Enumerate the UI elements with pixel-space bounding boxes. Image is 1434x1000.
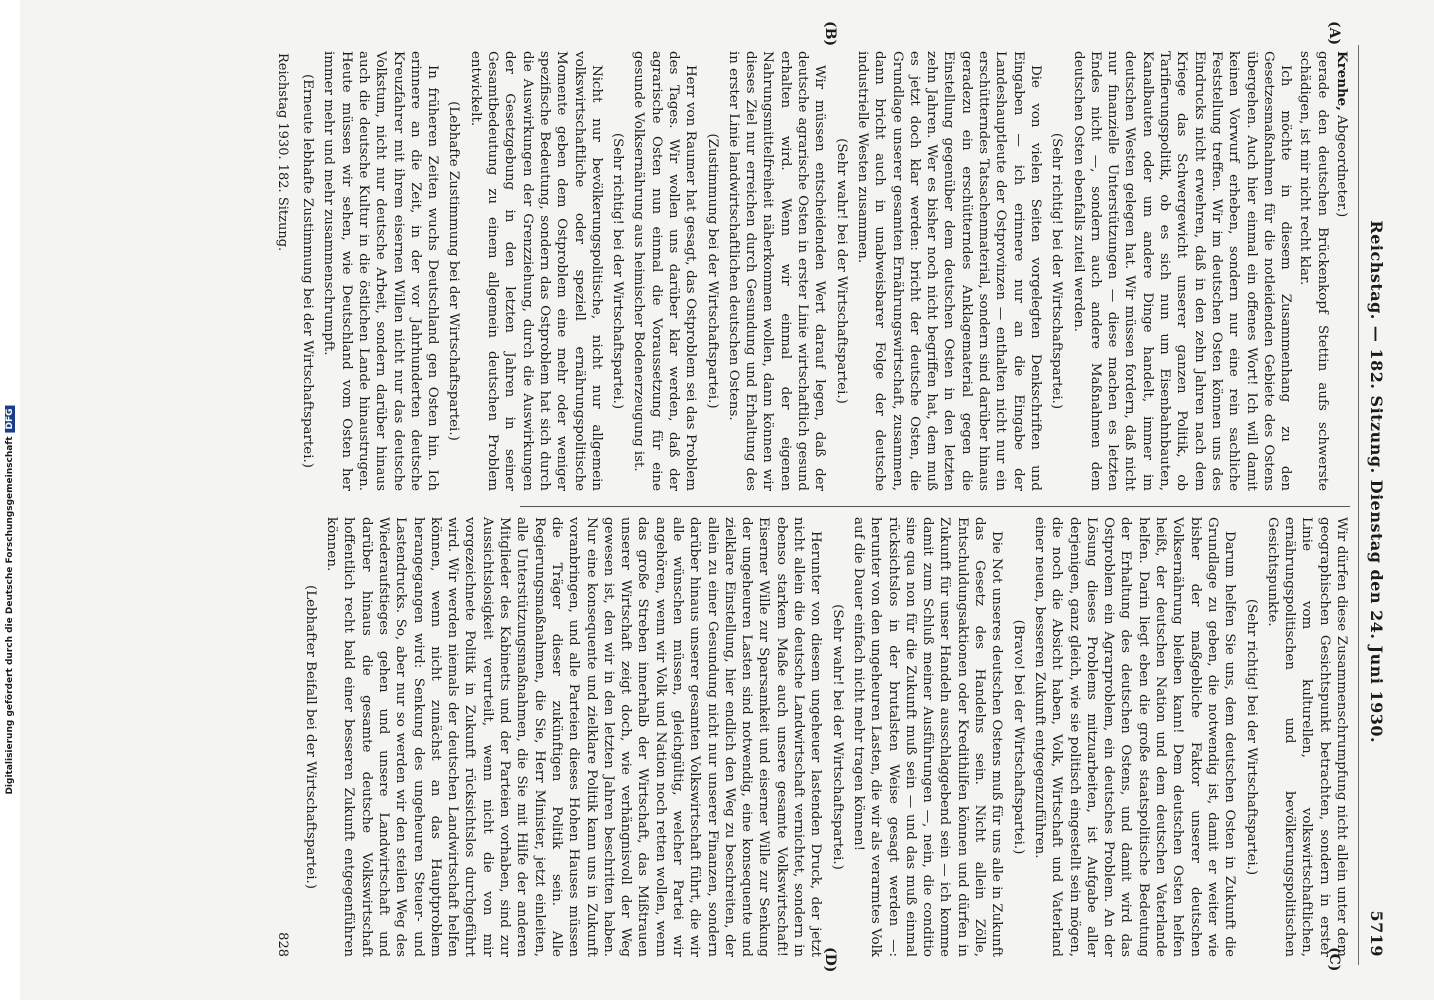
interjection: (Zustimmung bei der Wirtschaftspartei.) <box>704 133 720 409</box>
left-column <box>295 51 1350 491</box>
paragraph: Die Not unseres deutschen Ostens muß für uns alle in Zukunft das Gesetz des Handelns sein. Nicht allein Zölle, Entschuldungsaktionen oder Kredithilfen können und dürfen in Zukunft für unser Handeln ausschlaggebend sein — ich komme damit zum Schluß meiner Ausführungen —, nein, die conditio sine qua non für die Zukunft muß sein — und das muß einmal rücksichtslos in der brutalsten Weise gesagt werden —: herunter von den ungeheuren Lasten, die wir als verarmtes Volk auf die Dauer einfach nicht mehr tragen können! <box>850 517 1005 957</box>
document-page <box>85 21 1386 973</box>
page-number: 5719 <box>1367 910 1386 957</box>
interjection: (Sehr wahr! bei der Wirtschaftspartei.) <box>833 138 849 404</box>
interjection: (Sehr wahr! bei der Wirtschaftspartei.) <box>829 604 845 870</box>
paragraph: Darum helfen Sie uns, dem deutschen Osten in Zukunft die Grundlage zu geben, die notwendig ist, damit er weiter wie bisher der maßgebliche Faktor unserer deutschen Volksernährung bleiben kann! Dem deutschen Osten helfen heißt, der deutschen Nation und dem deutschen Vaterlande helfen. Darin liegt eben die große staatspolitische Bedeutung der Erhaltung des deutschen Ostens, und damit wird das Ostproblem ein Agrarproblem, ein deutsches Problem. An der Lösung dieses Problems mitzuarbeiten, ist Aufgabe aller derjenigen, ganz gleich, wie sie politisch eingestellt sein mögen, die noch die Absicht haben, Volk, Wirtschaft und Vaterland einer neuen, besseren Zukunft entgegenzuführen. <box>1031 517 1238 957</box>
interjection: (Lebhafter Beifall bei der Wirtschaftspartei.) <box>302 585 318 889</box>
paragraph: In früheren Zeiten wuchs Deutschland gen Osten hin. Ich erinnere an die Zeit, in der vor Jahrhunderten deutsche Kreuzfahrer mit ihrem eisernen Willen nicht nur das deutsche Volkstum, nicht nur deutsche Arbeit, sondern darüber hinaus auch die deutsche Kultur in die östlichen Lande hinaustrugen. Heute müssen wir sehen, wie Deutschland vom Osten her immer mehr und mehr zusammenschrumpft. <box>321 51 441 491</box>
interjection: (Lebhafte Zustimmung bei der Wirtschaftspartei.) <box>446 101 462 441</box>
digitization-credit-strip <box>0 0 20 1000</box>
page-header <box>1358 45 1385 965</box>
interjection: (Sehr richtig! bei der Wirtschaftspartei.) <box>610 132 626 410</box>
paragraph: Die von vielen Seiten vorgelegten Denkschriften und Eingaben — ich erinnere nur an die Eingabe der Landeshauptleute der Ostprovinzen — enthalten nicht nur ein erschütterndes Tatsachenmaterial, sondern sind darüber hinaus geradezu ein erschütterndes Anklagematerial gegen die Einstellung gegenüber dem deutschen Osten in den letzten zehn Jahren. Wer es bisher noch nicht begriffen hat, dem muß es jetzt doch klar werden: bricht der deutsche Osten, die Grundlage unserer gesamten Ernährungswirtschaft, zusammen, dann bricht auch in unabweisbarer Folge der deutsche industrielle Westen zusammen. <box>854 51 1043 491</box>
speaker-role: Abgeordneter.) <box>1334 115 1349 218</box>
dfg-logo: DFG <box>5 405 15 432</box>
scanned-page-sheet <box>65 21 1405 973</box>
paragraph: Nicht nur bevölkerungspolitische, nicht nur allgemein volkswirtschaftliche oder speziell ernährungspolitische Momente geben dem Ostproblem eine mehr oder weniger spezifische Bedeutung, sondern das Ostproblem hat sich durch die Auswirkungen der Grenzziehung, durch die Auswirkungen der Gesetzgebung in den letzten Jahren in seiner Gesamtbedeutung zu einem allgemein deutschen Problem entwickelt. <box>467 51 604 491</box>
interjection: (Erneute lebhafte Zustimmung bei der Wirtschaftspartei.) <box>300 74 316 468</box>
page-footer <box>273 45 294 965</box>
right-column <box>295 517 1350 957</box>
text-columns <box>295 21 1358 973</box>
interjection: (Sehr richtig! bei der Wirtschaftspartei.) <box>1049 132 1065 410</box>
speaker-line <box>1333 51 1350 491</box>
margin-marker-a: (A) <box>1326 21 1342 46</box>
footer-session: Reichstag 1930. 182. Sitzung. <box>274 53 290 252</box>
paragraph: Wir müssen entscheidenden Wert darauf legen, daß der deutsche agrarische Osten in erster Linie wirtschaftlich gesund erhalten wird. Wenn wir einmal der eigenen Nahrungsmittelfreiheit näherkommen wollen, dann können wir dieses Ziel nur erreichen durch Gesundung und Erhaltung des in erster Linie landwirtschaftlichen deutschen Ostens. <box>725 51 828 491</box>
paragraph: Ich möchte in diesem Zusammenhang zu den Gesetzesmaßnahmen für die notleidenden Gebiete des Ostens übergehen. Auch hier einmal ein offenes Wort! Ich will damit keinen Vorwurf erheben, sondern nur eine rein sachliche Feststellung treffen. Wir im deutschen Osten können uns des Eindrucks nicht erwehren, daß in den zehn Jahren nach dem Kriege das Schwergewicht unserer ganzen Politik, ob Tarifierungspolitik, ob es sich nun um Eisenbahnbauten, Kanalbauten oder um andere Dinge handelt, immer im deutschen Westen gelegen hat. Wir müssen fordern, daß nicht nur finanzielle Unterstützungen — diese machen es letzten Endes nicht —, sondern auch andere Maßnahmen dem deutschen Osten ebenfalls zuteil werden. <box>1070 51 1294 491</box>
margin-marker-c: (C) <box>1326 947 1342 972</box>
margin-marker-b: (B) <box>822 21 838 47</box>
margin-marker-d: (D) <box>822 947 838 973</box>
interjection: (Sehr richtig! bei der Wirtschaftspartei.) <box>1243 598 1259 876</box>
speaker-name: Krenhe, <box>1334 51 1350 111</box>
digitization-credit <box>5 405 15 794</box>
paragraph: gerade den deutschen Brückenkopf Stettin aufs schwerste schädigen, ist mir nicht recht klar. <box>1297 51 1330 491</box>
column-divider <box>520 506 1350 507</box>
paragraph: Herunter von diesem ungeheuer lastenden Druck, der jetzt nicht allein die deutsche Landwirtschaft vernichtet, sondern in ebenso starkem Maße auch unsere gesamte Volkswirtschaft! Eiserner Wille zur Sparsamkeit und eiserner Wille zur Senkung der ungeheuren Lasten sind notwendig, eine konsequente und zielklare Einstellung, hier endlich den Weg zu beschreiten, der allein zu einer Gesundung nicht nur unserer Finanzen, sondern darüber hinaus unserer gesamten Volkswirtschaft führt, die wir alle wünschen müssen, gleichgültig, welcher Partei wir angehören, wenn wir Volk und Nation noch retten wollen, wenn das große Streben innerhalb der Wirtschaft, das Mißtrauen unserer Wirtschaft zeigt doch, wie verhängnisvoll der Weg gewesen ist, den wir in den letzten Jahren beschritten haben. Nur eine konsequente und zielklare Politik kann uns in Zukunft voranbringen, und alle Parteien dieses Hohen Hauses müssen die Träger dieser zukünftigen Politik sein. Alle Regierungsmaßnahmen, die Sie, Herr Minister, jetzt einleiten, alle Unterstützungsmaßnahmen, die Sie mit Hilfe der anderen Mitglieder des Kabinetts und der Parteien vorhaben, sind zur Aussichtslosigkeit verurteilt, wenn nicht die von mir vorgezeichnete Politik in Zukunft rücksichtslos durchgeführt wird. Wir werden niemals der deutschen Landwirtschaft helfen können, wenn nicht zunächst an das Hauptproblem herangegangen wird: Senkung des ungeheuren Steuer- und Lastendrucks. So, aber nur so werden wir den steilen Weg des Wiederaufstieges gehen und unsere Landwirtschaft und darüber hinaus die gesamte deutsche Volkswirtschaft hoffentlich recht bald einer besseren Zukunft entgegenführen können. <box>324 517 824 957</box>
footer-number: 828 <box>274 932 290 957</box>
interjection: (Bravo! bei der Wirtschaftspartei.) <box>1010 619 1026 855</box>
paragraph: Wir dürfen diese Zusammenschrumpfung nicht allein unter dem geographischen Gesichtspunkt betrachten, sondern in erster Linie vom kulturellen, volkswirtschaftlichen, ernährungspolitischen und bevölkerungspolitischen Gesichtspunkte. <box>1264 517 1349 957</box>
paragraph: Herr von Raumer hat gesagt, das Ostproblem sei das Problem des Tages. Wir wollen uns darüber klar werden, daß der agrarische Osten nun einmal die Voraussetzung für eine gesunde Volksernährung aus heimischer Bodenerzeugung ist. <box>631 51 699 491</box>
credit-text: Digitalisierung gefördert durch die Deutsche Forschungsgemeinschaft <box>5 436 15 795</box>
page-header-title: Reichstag. — 182. Sitzung. Dienstag den 24. Juni 1930. <box>1367 220 1386 744</box>
